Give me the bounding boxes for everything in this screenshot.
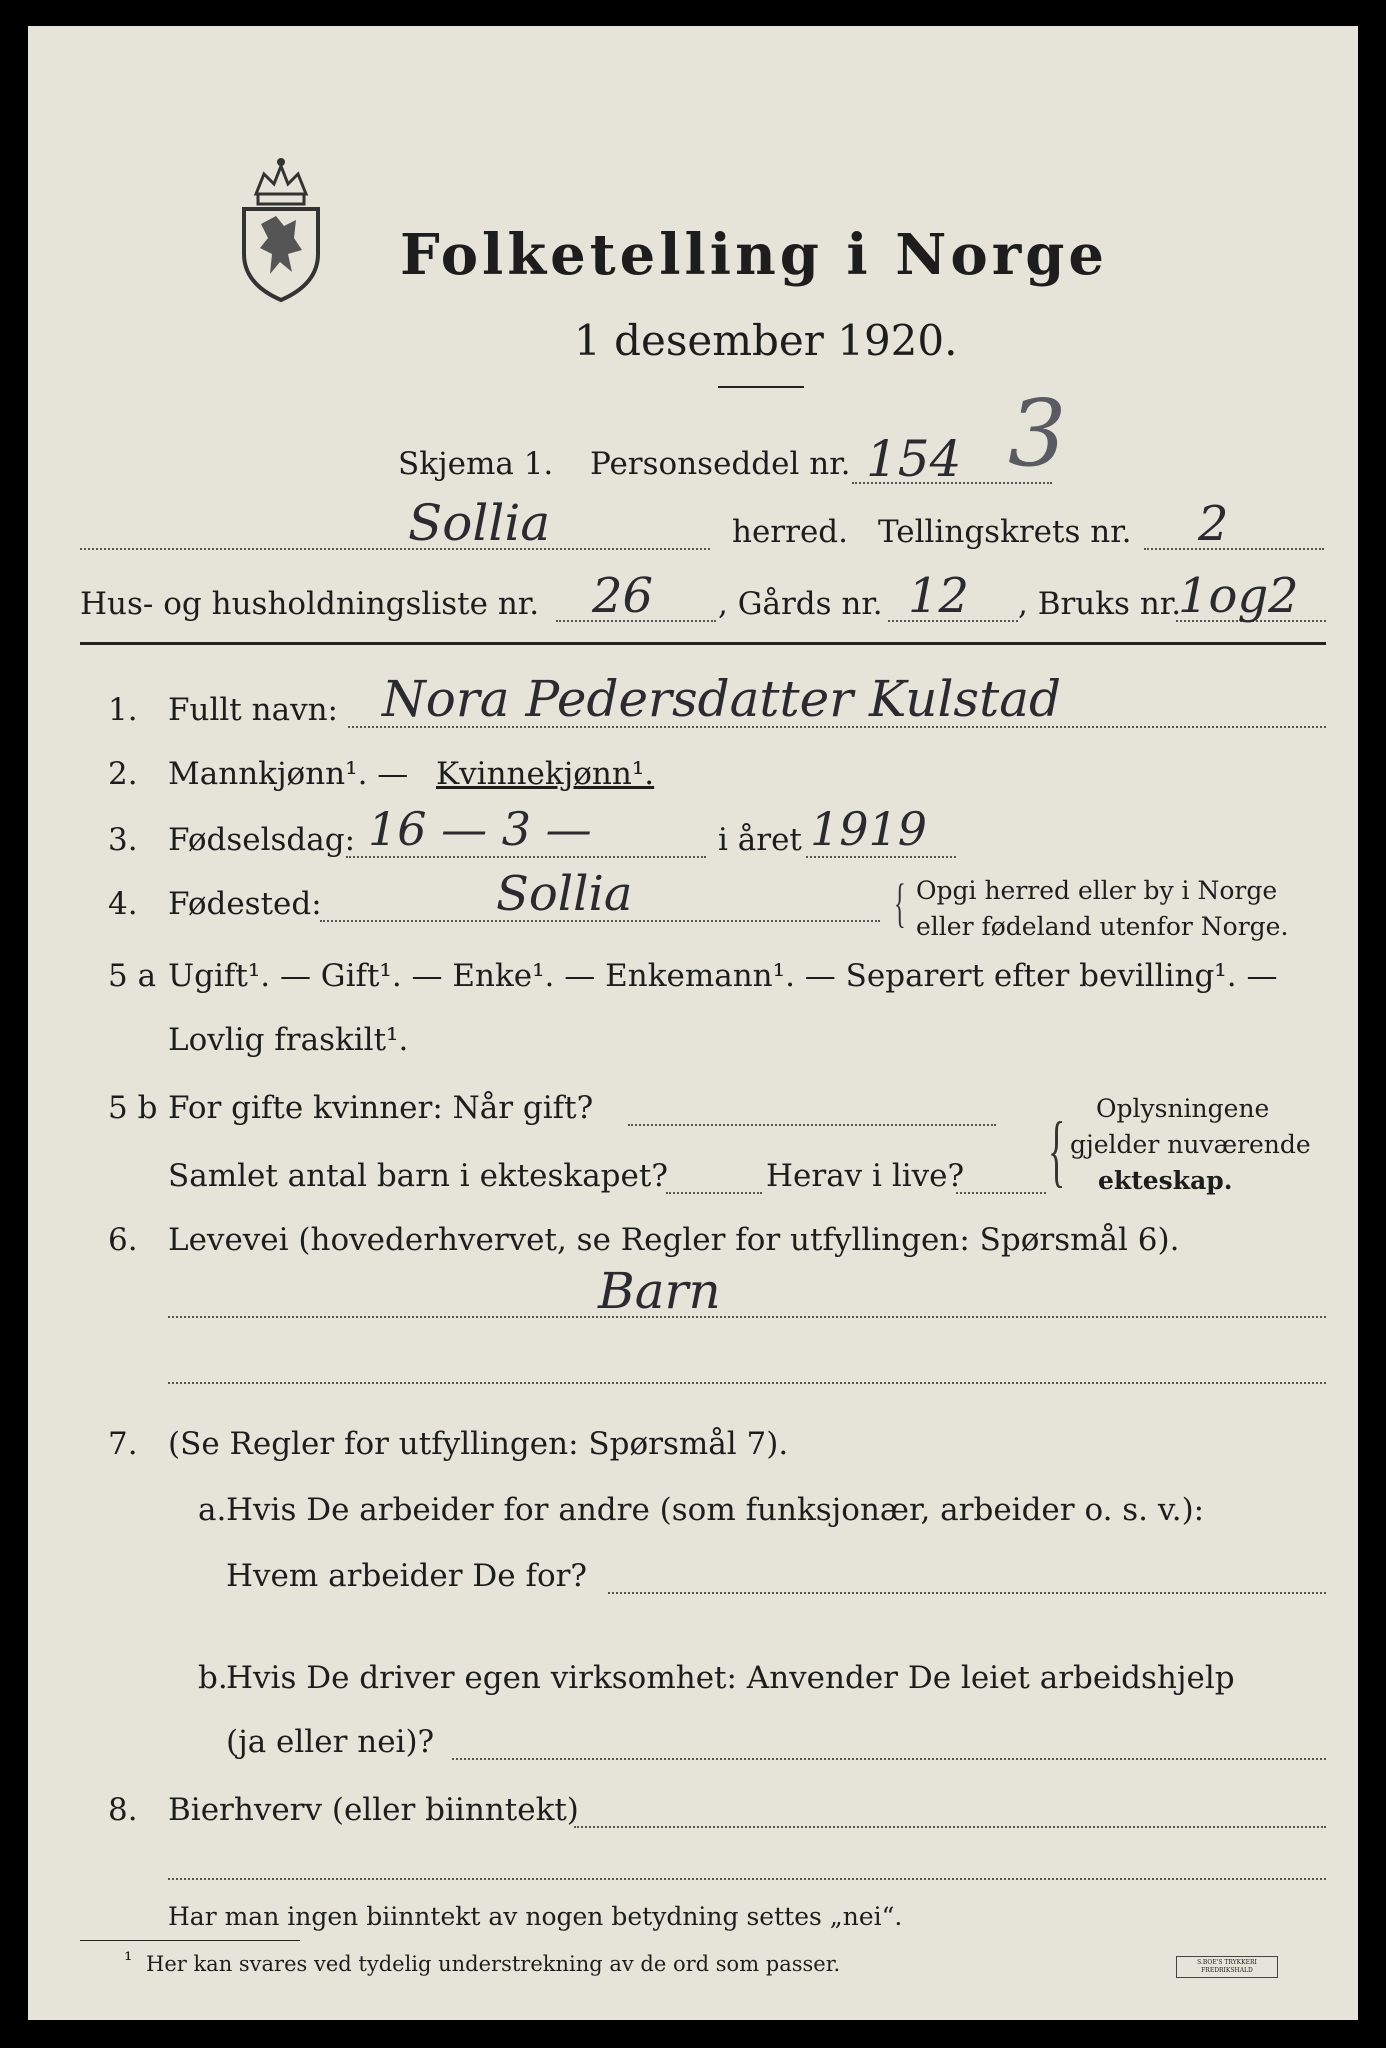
- birthdate-value[interactable]: 16 — 3 —: [368, 802, 592, 856]
- footnote-mark: ¹: [124, 1948, 133, 1972]
- tellingskrets-line: [1144, 548, 1324, 550]
- tellingskrets-value[interactable]: 2: [1198, 496, 1229, 552]
- q5b-children-alive: Herav i live?: [766, 1158, 965, 1194]
- birth-year-line: [806, 856, 956, 858]
- marital-status-divorced[interactable]: Lovlig fraskilt¹.: [168, 1022, 409, 1058]
- q8-label: Bierhverv (eller biinntekt): [168, 1792, 579, 1828]
- hus-value[interactable]: 26: [592, 568, 654, 624]
- personseddel-label: Personseddel nr.: [590, 446, 851, 482]
- hired-help-line: [452, 1758, 1326, 1760]
- side-income-line-1: [574, 1826, 1326, 1828]
- personseddel-value[interactable]: 154: [866, 430, 962, 488]
- census-date: 1 desember 1920.: [574, 316, 958, 365]
- full-name-value[interactable]: Nora Pedersdatter Kulstad: [382, 670, 1062, 728]
- gards-value[interactable]: 12: [908, 568, 970, 624]
- q7b-line1: Hvis De driver egen virksomhet: Anvender De leiet arbeidshjelp: [226, 1660, 1235, 1696]
- q7-label: (Se Regler for utfyllingen: Spørsmål 7).: [168, 1426, 789, 1462]
- q7b-letter: b.: [198, 1660, 228, 1696]
- q6-number: 6.: [108, 1222, 138, 1258]
- footnote-separator: [80, 1940, 300, 1941]
- q3-label: Fødselsdag:: [168, 822, 356, 858]
- q5a-number: 5 a: [108, 958, 157, 994]
- q5b-children-total: Samlet antal barn i ekteskapet?: [168, 1158, 668, 1194]
- side-income-line-2: [168, 1878, 1326, 1880]
- q5b-note-line2: gjelder nuværende: [1070, 1130, 1311, 1159]
- occupation-value[interactable]: Barn: [598, 1262, 721, 1320]
- q4-note-line2: eller fødeland utenfor Norge.: [916, 912, 1289, 941]
- header-separator: [80, 642, 1326, 645]
- q4-note-brace: {: [894, 873, 906, 933]
- children-alive-line: [956, 1192, 1046, 1194]
- q7a-line1: Hvis De arbeider for andre (som funksjonær, arbeider o. s. v.):: [226, 1492, 1205, 1528]
- form-title: Folketelling i Norge: [400, 222, 1109, 288]
- birthplace-value[interactable]: Sollia: [496, 866, 633, 922]
- q2-number: 2.: [108, 756, 138, 792]
- marital-status-options[interactable]: Ugift¹. — Gift¹. — Enke¹. — Enkemann¹. — Separert efter bevilling¹. —: [168, 958, 1278, 994]
- bruks-value[interactable]: 1og2: [1178, 568, 1299, 624]
- herred-value[interactable]: Sollia: [408, 494, 551, 552]
- title-divider: [718, 386, 804, 388]
- personseddel-correction[interactable]: 3: [1008, 380, 1067, 487]
- employer-line: [608, 1592, 1326, 1594]
- norway-coat-of-arms: [236, 154, 326, 304]
- sex-male-option[interactable]: Mannkjønn¹. —: [168, 756, 409, 792]
- tellingskrets-label: Tellingskrets nr.: [878, 514, 1132, 550]
- herred-label: herred.: [732, 514, 848, 550]
- q3-number: 3.: [108, 822, 138, 858]
- q7a-letter: a.: [198, 1492, 227, 1528]
- crowned-shield-icon: [236, 154, 326, 304]
- q7b-hired-help-label: (ja eller nei)?: [226, 1724, 435, 1760]
- birthdate-line: [346, 856, 706, 858]
- q7a-employer-label: Hvem arbeider De for?: [226, 1558, 588, 1594]
- birth-year-label: i året: [718, 822, 802, 858]
- footnote-text: Her kan svares ved tydelig understrekning av de ord som passer.: [146, 1952, 841, 1976]
- q6-label: Levevei (hovederhvervet, se Regler for utfyllingen: Spørsmål 6).: [168, 1222, 1180, 1258]
- q1-label: Fullt navn:: [168, 692, 338, 728]
- q5b-note-brace: {: [1048, 1107, 1066, 1195]
- q5b-married-when: For gifte kvinner: Når gift?: [168, 1090, 594, 1126]
- q5b-note-line1: Oplysningene: [1096, 1094, 1270, 1123]
- q7-number: 7.: [108, 1426, 138, 1462]
- census-form-sheet: [28, 26, 1358, 2020]
- skjema-label: Skjema 1.: [398, 446, 554, 482]
- hus-label: Hus- og husholdningsliste nr.: [80, 586, 540, 622]
- birth-year-value[interactable]: 1919: [810, 802, 928, 856]
- sex-female-option[interactable]: Kvinnekjønn¹.: [436, 756, 655, 792]
- occupation-line-1: [168, 1316, 1326, 1318]
- q5b-number: 5 b: [108, 1090, 158, 1126]
- bruks-label: , Bruks nr.: [1018, 586, 1182, 622]
- q4-number: 4.: [108, 886, 138, 922]
- q5b-note-line3: ekteskap.: [1098, 1166, 1233, 1195]
- q4-label: Fødested:: [168, 886, 322, 922]
- gards-label: , Gårds nr.: [718, 586, 883, 622]
- q4-note-line1: Opgi herred eller by i Norge: [916, 876, 1278, 905]
- q8-note: Har man ingen biinntekt av nogen betydning settes „nei“.: [168, 1902, 903, 1931]
- q8-number: 8.: [108, 1792, 138, 1828]
- printer-stamp: S.BOE'S TRYKKERI FREDRIKSHALD: [1176, 1956, 1278, 1978]
- married-when-line: [628, 1124, 996, 1126]
- occupation-line-2: [168, 1382, 1326, 1384]
- herred-line: [80, 548, 710, 550]
- children-total-line: [666, 1192, 762, 1194]
- q1-number: 1.: [108, 692, 138, 728]
